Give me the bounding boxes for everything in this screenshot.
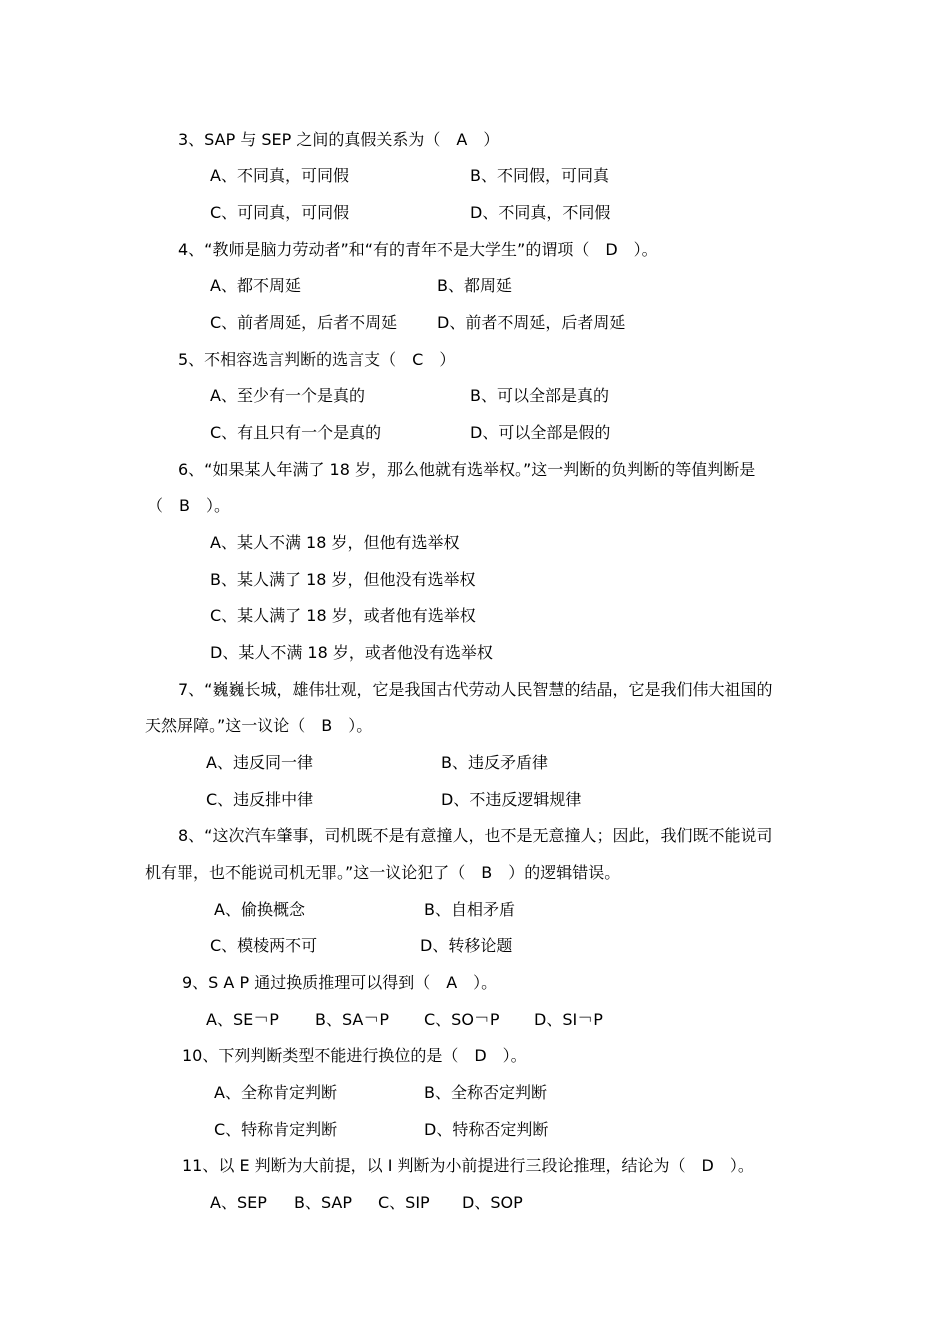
q8-option-a: A、偷换概念 (214, 900, 305, 919)
q7-option-b: B、违反矛盾律 (441, 753, 548, 772)
q8-option-d: D、转移论题 (420, 936, 513, 955)
q10-option-c: C、特称肯定判断 (214, 1120, 338, 1139)
q3-option-b: B、不同假，可同真 (470, 166, 609, 185)
q5-stem: 5、不相容选言判断的选言支（ C ） (178, 350, 456, 369)
q7-option-a: A、违反同一律 (206, 753, 313, 772)
q9-option-a: A、SE￢P (206, 1010, 279, 1029)
q6-stem-line2: （ B ）。 (147, 496, 230, 515)
q11-option-b: B、SAP (294, 1193, 353, 1212)
q6-option-a: A、某人不满 18 岁，但他有选举权 (210, 533, 460, 552)
q4-option-c: C、前者周延，后者不周延 (210, 313, 398, 332)
q11-option-a: A、SEP (210, 1193, 267, 1212)
q11-option-c: C、SIP (378, 1193, 430, 1212)
q4-option-b: B、都周延 (437, 276, 512, 295)
q3-option-c: C、可同真，可同假 (210, 203, 350, 222)
q8-stem-line1: 8、“这次汽车肇事，司机既不是有意撞人，也不是无意撞人；因此，我们既不能说司 (178, 826, 773, 845)
q10-option-d: D、特称否定判断 (424, 1120, 549, 1139)
q9-option-c: C、SO￢P (424, 1010, 500, 1029)
q3-option-a: A、不同真，可同假 (210, 166, 349, 185)
q9-option-d: D、SI￢P (534, 1010, 603, 1029)
q6-stem-line1: 6、“如果某人年满了 18 岁，那么他就有选举权。”这一判断的负判断的等值判断是 (178, 460, 756, 479)
q6-option-c: C、某人满了 18 岁，或者他有选举权 (210, 606, 476, 625)
q5-option-a: A、至少有一个是真的 (210, 386, 365, 405)
q4-stem: 4、“教师是脑力劳动者”和“有的青年不是大学生”的谓项（ D ）。 (178, 240, 658, 259)
q10-stem: 10、下列判断类型不能进行换位的是（ D ）。 (182, 1046, 527, 1065)
q11-option-d: D、SOP (462, 1193, 523, 1212)
q7-stem-line2: 天然屏障。”这一议论（ B ）。 (145, 716, 373, 735)
q10-option-b: B、全称否定判断 (424, 1083, 547, 1102)
q9-option-b: B、SA￢P (315, 1010, 390, 1029)
q9-stem: 9、S A P 通过换质推理可以得到（ A ）。 (182, 973, 498, 992)
q3-option-d: D、不同真，不同假 (470, 203, 611, 222)
q7-option-c: C、违反排中律 (206, 790, 314, 809)
q8-stem-line2: 机有罪，也不能说司机无罪。”这一议论犯了（ B ）的逻辑错误。 (145, 863, 621, 882)
q11-stem: 11、以 E 判断为大前提，以 I 判断为小前提进行三段论推理，结论为（ D ）。 (182, 1156, 754, 1175)
q8-option-b: B、自相矛盾 (424, 900, 515, 919)
q4-option-a: A、都不周延 (210, 276, 301, 295)
q10-option-a: A、全称肯定判断 (214, 1083, 337, 1102)
q7-stem-line1: 7、“巍巍长城，雄伟壮观，它是我国古代劳动人民智慧的结晶，它是我们伟大祖国的 (178, 680, 773, 699)
q4-option-d: D、前者不周延，后者周延 (437, 313, 626, 332)
q5-option-c: C、有且只有一个是真的 (210, 423, 382, 442)
q7-option-d: D、不违反逻辑规律 (441, 790, 582, 809)
q6-option-b: B、某人满了 18 岁，但他没有选举权 (210, 570, 476, 589)
q3-stem: 3、SAP 与 SEP 之间的真假关系为（ A ） (178, 130, 500, 149)
q5-option-b: B、可以全部是真的 (470, 386, 609, 405)
q5-option-d: D、可以全部是假的 (470, 423, 611, 442)
q6-option-d: D、某人不满 18 岁，或者他没有选举权 (210, 643, 493, 662)
q8-option-c: C、模棱两不可 (210, 936, 318, 955)
